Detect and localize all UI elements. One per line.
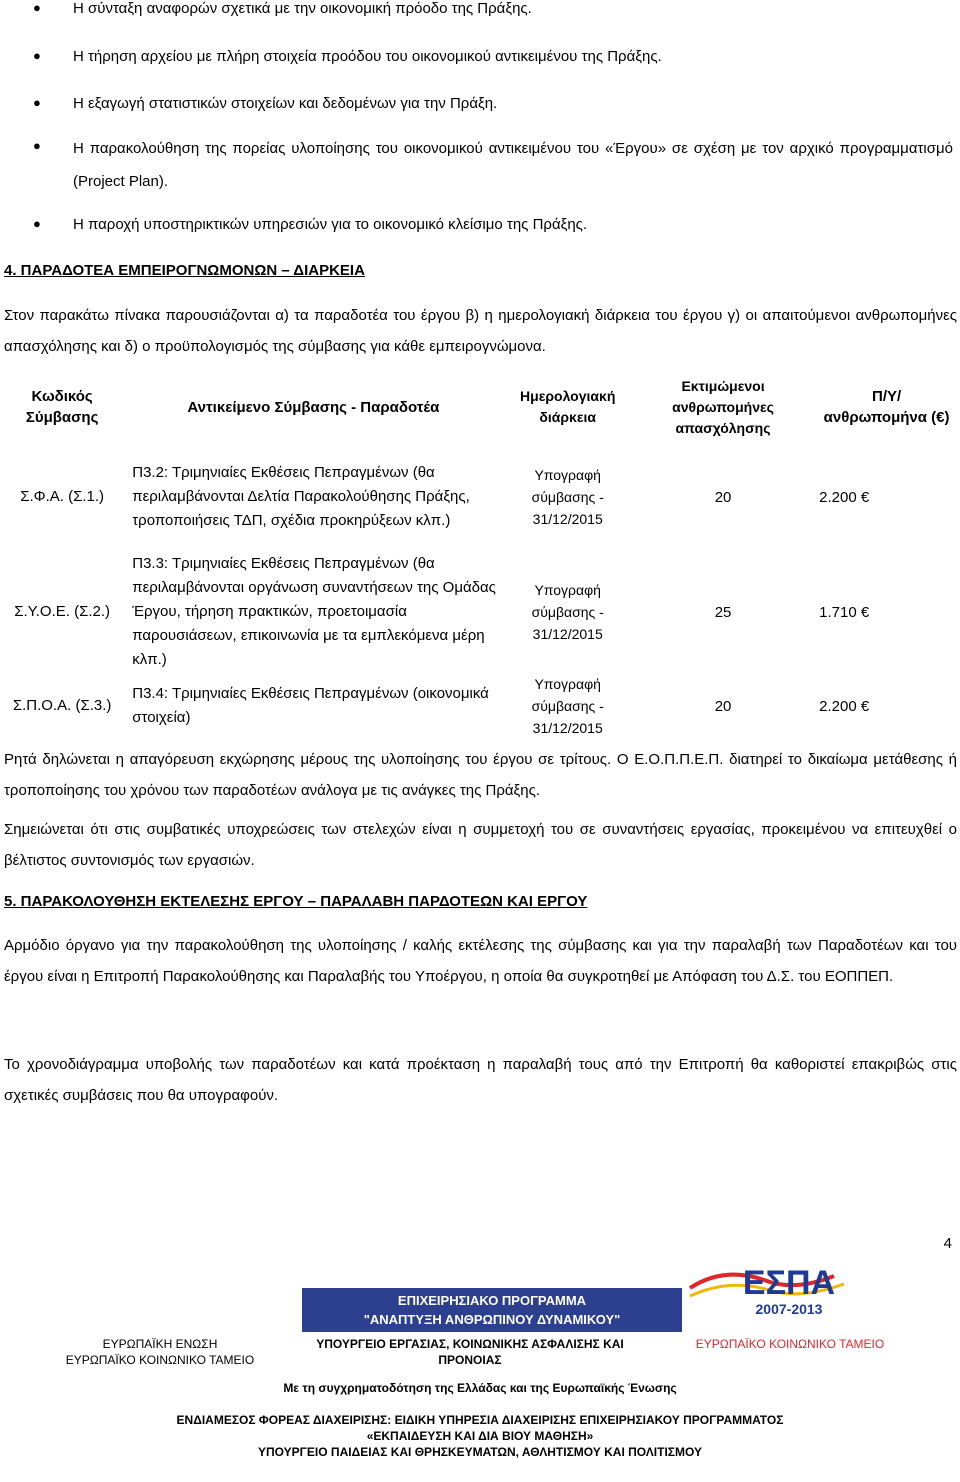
col-header-duration: Ημερολογιακή διάρκεια (520, 388, 616, 425)
col-header-cost: Π/Υ/ ανθρωπομήνα (€) (823, 388, 950, 426)
cell-object: Π3.3: Τριμηνιαίες Εκθέσεις Πεπραγμένων (θα περιλαμβάνονται οργάνωση συναντήσεων της Ομάδας Έργου, τήρηση πρακτικών, προετοιμασία παρουσιάσεων, επικοινωνία με τα εμπλεκόμενα μέρη κλπ.) (132, 555, 496, 668)
list-item-text: Η παρακολούθηση της πορείας υλοποίησης του οικονομικού αντικειμένου του «Έργου» σε σχέση με τον αρχικό προγραμματισμό (Project Plan). (73, 140, 953, 190)
paragraph: Σημειώνεται ότι στις συμβατικές υποχρεώσεις των στελεχών είναι η συμμετοχή του σε συναντήσεις εργασίας, προκειμένου να επιτευχθεί ο βέλτιστος συντονισμός των εργασιών. (4, 821, 957, 869)
svg-text:2007-2013: 2007-2013 (755, 1301, 823, 1317)
section-heading: 5. ΠΑΡΑΚΟΛΟΥΘΗΣΗ ΕΚΤΕΛΕΣΗΣ ΕΡΓΟΥ – ΠΑΡΑΛΑΒΗ ΠΑΡΔΟΤΕΩΝ ΚΑΙ ΕΡΓΟΥ (4, 893, 588, 910)
eu-block (60, 1336, 260, 1368)
cell-cost: 1.710 € (819, 603, 870, 621)
eu-line: ΕΥΡΩΠΑΪΚΗ ΕΝΩΣΗ (102, 1337, 218, 1351)
cell-duration: Υπογραφή σύμβασης - 31/12/2015 (531, 676, 604, 736)
deliverables-table (4, 372, 956, 740)
list-item-text: Η τήρηση αρχείου με πλήρη στοιχεία προόδου του οικονομικού αντικειμένου της Πράξης. (73, 48, 662, 65)
col-header-manmonths: Εκτιμώμενοι ανθρωπομήνες απασχόλησης (672, 377, 774, 436)
cell-manmonths: 20 (714, 488, 732, 506)
paragraph: Αρμόδιο όργανο για την παρακολούθηση της υλοποίησης / καλής εκτέλεσης της σύμβασης και για την παραλαβή των Παραδοτέων και του έργου είναι η Επιτροπή Παρακολούθησης και Παραλαβής του Υποέργου, η οποία θα συγκροτηθεί με Απόφαση του Δ.Σ. του ΕΟΠΠΕΠ. (4, 937, 957, 985)
bullet-icon: ● (33, 0, 41, 15)
cell-manmonths: 25 (714, 603, 732, 621)
cell-duration: Υπογραφή σύμβασης - 31/12/2015 (531, 467, 604, 527)
table-header-row (4, 372, 956, 442)
col-header-code: Κωδικός Σύμβασης (25, 388, 99, 426)
cofund-line: Με τη συγχρηματοδότηση της Ελλάδας και της Ευρωπαϊκής Ένωσης (283, 1381, 677, 1395)
table-row (4, 552, 956, 672)
cell-object: Π3.2: Τριμηνιαίες Εκθέσεις Πεπραγμένων (θα περιλαμβάνονται Δελτία Παρακολούθησης Πράξης, τροποποιήσεις ΤΔΠ, σχέδια προκηρύξεων κλπ.) (132, 464, 470, 529)
table-row (4, 672, 956, 740)
svg-text:ΕΣΠΑ: ΕΣΠΑ (742, 1264, 836, 1302)
table-row (4, 442, 956, 552)
col-header-object: Αντικείμενο Σύμβασης - Παραδοτέα (187, 398, 440, 416)
bullet-icon: ● (33, 95, 41, 110)
cell-cost: 2.200 € (819, 697, 870, 715)
cell-code: Σ.Υ.Ο.Ε. (Σ.2.) (14, 603, 111, 620)
footer-body-line: «ΕΚΠΑΙΔΕΥΣΗ ΚΑΙ ΔΙΑ ΒΙΟΥ ΜΑΘΗΣΗ» (366, 1429, 594, 1443)
cell-object: Π3.4: Τριμηνιαίες Εκθέσεις Πεπραγμένων (οικονομικά στοιχεία) (132, 685, 489, 726)
esf-block: ΕΥΡΩΠΑΪΚΟ ΚΟΙΝΩΝΙΚΟ ΤΑΜΕΙΟ (695, 1337, 885, 1351)
program-line: ΕΠΙΧΕΙΡΗΣΙΑΚΟ ΠΡΟΓΡΑΜΜΑ (397, 1293, 587, 1308)
cell-manmonths: 20 (714, 697, 732, 715)
page-footer (0, 1250, 960, 1482)
list-item-text: Η εξαγωγή στατιστικών στοιχείων και δεδομένων για την Πράξη. (73, 95, 498, 112)
bullet-icon: ● (33, 216, 41, 231)
footer-body-line: ΥΠΟΥΡΓΕΙΟ ΠΑΙΔΕΙΑΣ ΚΑΙ ΘΡΗΣΚΕΥΜΑΤΩΝ, ΑΘΛΗΤΙΣΜΟΥ ΚΑΙ ΠΟΛΙΤΙΣΜΟΥ (258, 1445, 702, 1459)
cell-code: Σ.Π.Ο.Α. (Σ.3.) (12, 697, 112, 714)
list-item-text: Η παροχή υποστηρικτικών υπηρεσιών για το οικονομικό κλείσιμο της Πράξης. (73, 216, 588, 233)
cell-cost: 2.200 € (819, 488, 870, 506)
list-item-text: Η σύνταξη αναφορών σχετικά με την οικονομική πρόοδο της Πράξης. (73, 0, 532, 17)
section-intro: Στον παρακάτω πίνακα παρουσιάζονται α) τα παραδοτέα του έργου β) η ημερολογιακή διάρκεια του έργου γ) οι απαιτούμενοι ανθρωπομήνες απασχόλησης και δ) ο προϋπολογισμός της σύμβασης για κάθε εμπειρογνώμονα. (4, 307, 957, 355)
espa-logo (684, 1258, 894, 1320)
eu-line: ΕΥΡΩΠΑΪΚΟ ΚΟΙΝΩΝΙΚΟ ΤΑΜΕΙΟ (65, 1353, 255, 1367)
cell-code: Σ.Φ.Α. (Σ.1.) (20, 488, 105, 505)
ministry-block: ΥΠΟΥΡΓΕΙΟ ΕΡΓΑΣΙΑΣ, ΚΟΙΝΩΝΙΚΗΣ ΑΣΦΑΛΙΣΗΣ ΚΑΙ ΠΡΟΝΟΙΑΣ (316, 1337, 624, 1367)
cell-duration: Υπογραφή σύμβασης - 31/12/2015 (531, 582, 604, 642)
bullet-icon: ● (33, 138, 41, 153)
bullet-icon: ● (33, 48, 41, 63)
paragraph: Το χρονοδιάγραμμα υποβολής των παραδοτέων και κατά προέκταση η παραλαβή τους από την Επιτροπή θα καθοριστεί επακριβώς στις σχετικές συμβάσεις που θα υπογραφούν. (4, 1056, 957, 1104)
footer-body-line: ΕΝΔΙΑΜΕΣΟΣ ΦΟΡΕΑΣ ΔΙΑΧΕΙΡΙΣΗΣ: ΕΙΔΙΚΗ ΥΠΗΡΕΣΙΑ ΔΙΑΧΕΙΡΙΣΗΣ ΕΠΙΧΕΙΡΗΣΙΑΚΟΥ ΠΡΟΓΡΑΜΜΑΤΟΣ (176, 1413, 784, 1427)
section-heading: 4. ΠΑΡΑΔΟΤΕΑ ΕΜΠΕΙΡΟΓΝΩΜΟΝΩΝ – ΔΙΑΡΚΕΙΑ (4, 262, 365, 279)
program-banner (302, 1288, 682, 1332)
page-number: 4 (943, 1235, 952, 1252)
program-line: "ΑΝΑΠΤΥΞΗ ΑΝΘΡΩΠΙΝΟΥ ΔΥΝΑΜΙΚΟΥ" (363, 1312, 621, 1327)
paragraph: Ρητά δηλώνεται η απαγόρευση εκχώρησης μέρους της υλοποίησης του έργου σε τρίτους. Ο Ε.Ο.Π.Π.Ε.Π. διατηρεί το δικαίωμα μετάθεσης ή τροποποίησης του χρόνου των παραδοτέων ανάλογα με τις ανάγκες της Πράξης. (4, 751, 957, 799)
